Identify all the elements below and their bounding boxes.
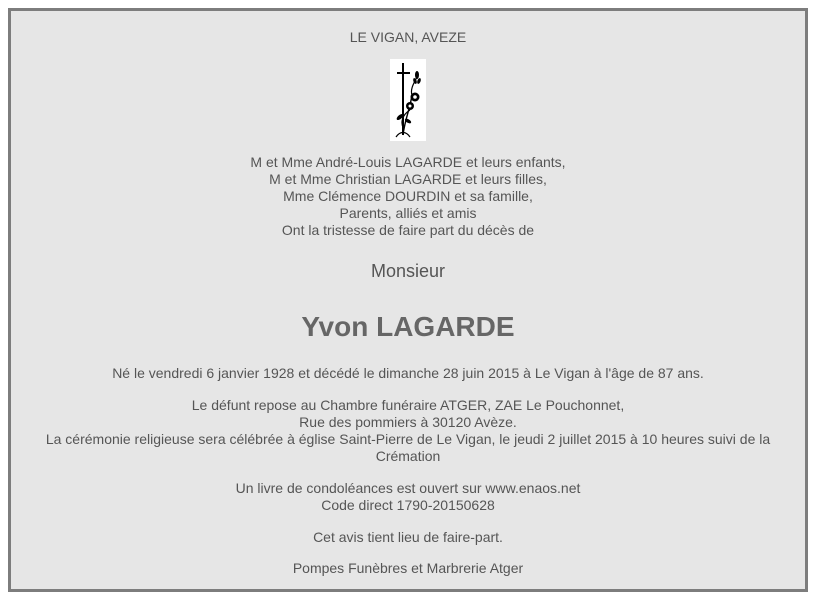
family-line: M et Mme Christian LAGARDE et leurs filles, [269,171,547,187]
emblem-image [390,59,426,141]
birth-death-dates: Né le vendredi 6 janvier 1928 et décédé le dimanche 28 juin 2015 à Le Vigan à l'âge de 87 ans. [112,365,704,381]
obituary-notice [8,8,808,592]
ceremony-line: La cérémonie religieuse sera célébrée à église Saint-Pierre de Le Vigan, le jeudi 2 juillet 2015 à 10 heures suivi de la Crémation [45,431,771,464]
deceased-name: Yvon LAGARDE [301,311,515,342]
ceremony-details [29,397,787,465]
family-line: Mme Clémence DOURDIN et sa famille, [283,188,533,204]
location-heading: LE VIGAN, AVEZE [349,29,467,45]
notice-disclaimer: Cet avis tient lieu de faire-part. [313,529,503,545]
family-line: Ont la tristesse de faire part du décès de [281,222,535,238]
condolence-code: Code direct 1790-20150628 [321,497,495,513]
family-announcement [11,154,805,239]
condolence-line: Un livre de condoléances est ouvert sur www.enaos.net [235,480,581,496]
cross-with-flowers-icon [390,59,426,141]
funeral-home-name: Pompes Funèbres et Marbrerie Atger [292,560,524,576]
ceremony-line: Le défunt repose au Chambre funéraire ATGER, ZAE Le Pouchonnet, [191,397,625,413]
civility-title: Monsieur [370,261,446,281]
family-line: M et Mme André-Louis LAGARDE et leurs enfants, [250,154,566,170]
family-line: Parents, alliés et amis [339,205,477,221]
ceremony-line: Rue des pommiers à 30120 Avèze. [299,414,517,430]
condolence-info [11,480,805,514]
